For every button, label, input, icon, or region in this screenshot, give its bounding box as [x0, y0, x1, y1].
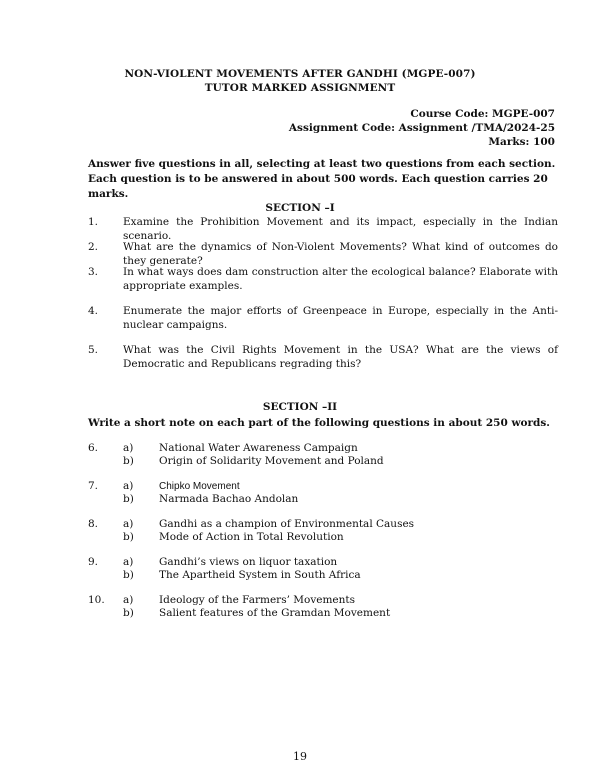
question-text: In what ways does dam construction alter the ecological balance? Elaborate with appropriate examples.	[123, 266, 558, 292]
part-a-text: Gandhi’s views on liquor taxation	[159, 556, 338, 568]
part-label: a)	[123, 556, 134, 568]
question-text: Enumerate the major efforts of Greenpeace in Europe, especially in the Anti-nuclear campaigns.	[123, 305, 558, 331]
page-number: 19	[293, 750, 307, 763]
question-number: 6.	[88, 442, 99, 454]
general-instructions: Answer five questions in all, selecting at least two questions from each section. Each question is to be answered in about 500 words. Each question carries 20 marks.	[88, 158, 556, 200]
part-label: a)	[123, 518, 134, 530]
part-label: b)	[123, 531, 134, 543]
part-label: b)	[123, 455, 134, 467]
part-label: b)	[123, 493, 134, 505]
question-text: What was the Civil Rights Movement in the USA? What are the views of Democratic and Republicans regrading this?	[123, 344, 558, 370]
question-2	[88, 240, 558, 268]
part-b-text: Narmada Bachao Andolan	[159, 493, 299, 505]
question-text: Examine the Prohibition Movement and its impact, especially in the Indian scenario.	[123, 216, 558, 242]
part-label: a)	[123, 480, 134, 492]
course-code: Course Code: MGPE-007	[410, 108, 555, 120]
part-b-text: Mode of Action in Total Revolution	[159, 531, 344, 543]
question-number: 5.	[88, 344, 99, 356]
part-b-text: The Apartheid System in South Africa	[159, 569, 361, 581]
section-2-heading: SECTION –II	[262, 401, 338, 413]
question-number: 4.	[88, 305, 99, 317]
part-a-text: National Water Awareness Campaign	[159, 442, 358, 454]
section-1-heading: SECTION –I	[265, 202, 335, 214]
part-label: a)	[123, 594, 134, 606]
question-3	[88, 265, 558, 293]
part-b-text: Origin of Solidarity Movement and Poland	[159, 455, 384, 467]
part-a-text: Chipko Movement	[159, 481, 240, 492]
question-5	[88, 343, 558, 371]
question-1	[88, 215, 558, 243]
question-number: 8.	[88, 518, 99, 530]
part-a-text: Ideology of the Farmers’ Movements	[159, 594, 356, 606]
question-number: 1.	[88, 216, 99, 228]
question-number: 7.	[88, 480, 99, 492]
part-b-text: Salient features of the Gramdan Movement	[159, 607, 391, 619]
section-2-instruction: Write a short note on each part of the following questions in about 250 words.	[88, 417, 550, 429]
part-label: a)	[123, 442, 134, 454]
question-number: 10.	[88, 594, 105, 606]
part-label: b)	[123, 607, 134, 619]
document-title: NON-VIOLENT MOVEMENTS AFTER GANDHI (MGPE-007)	[124, 68, 476, 80]
document-subtitle: TUTOR MARKED ASSIGNMENT	[204, 82, 396, 94]
question-number: 2.	[88, 241, 99, 253]
question-number: 9.	[88, 556, 99, 568]
marks: Marks: 100	[488, 136, 555, 148]
question-number: 3.	[88, 266, 99, 278]
question-text: What are the dynamics of Non-Violent Movements? What kind of outcomes do they generate?	[123, 241, 558, 267]
question-4	[88, 304, 558, 332]
part-label: b)	[123, 569, 134, 581]
part-a-text: Gandhi as a champion of Environmental Causes	[159, 518, 415, 530]
assignment-code: Assignment Code: Assignment /TMA/2024-25	[288, 122, 555, 134]
